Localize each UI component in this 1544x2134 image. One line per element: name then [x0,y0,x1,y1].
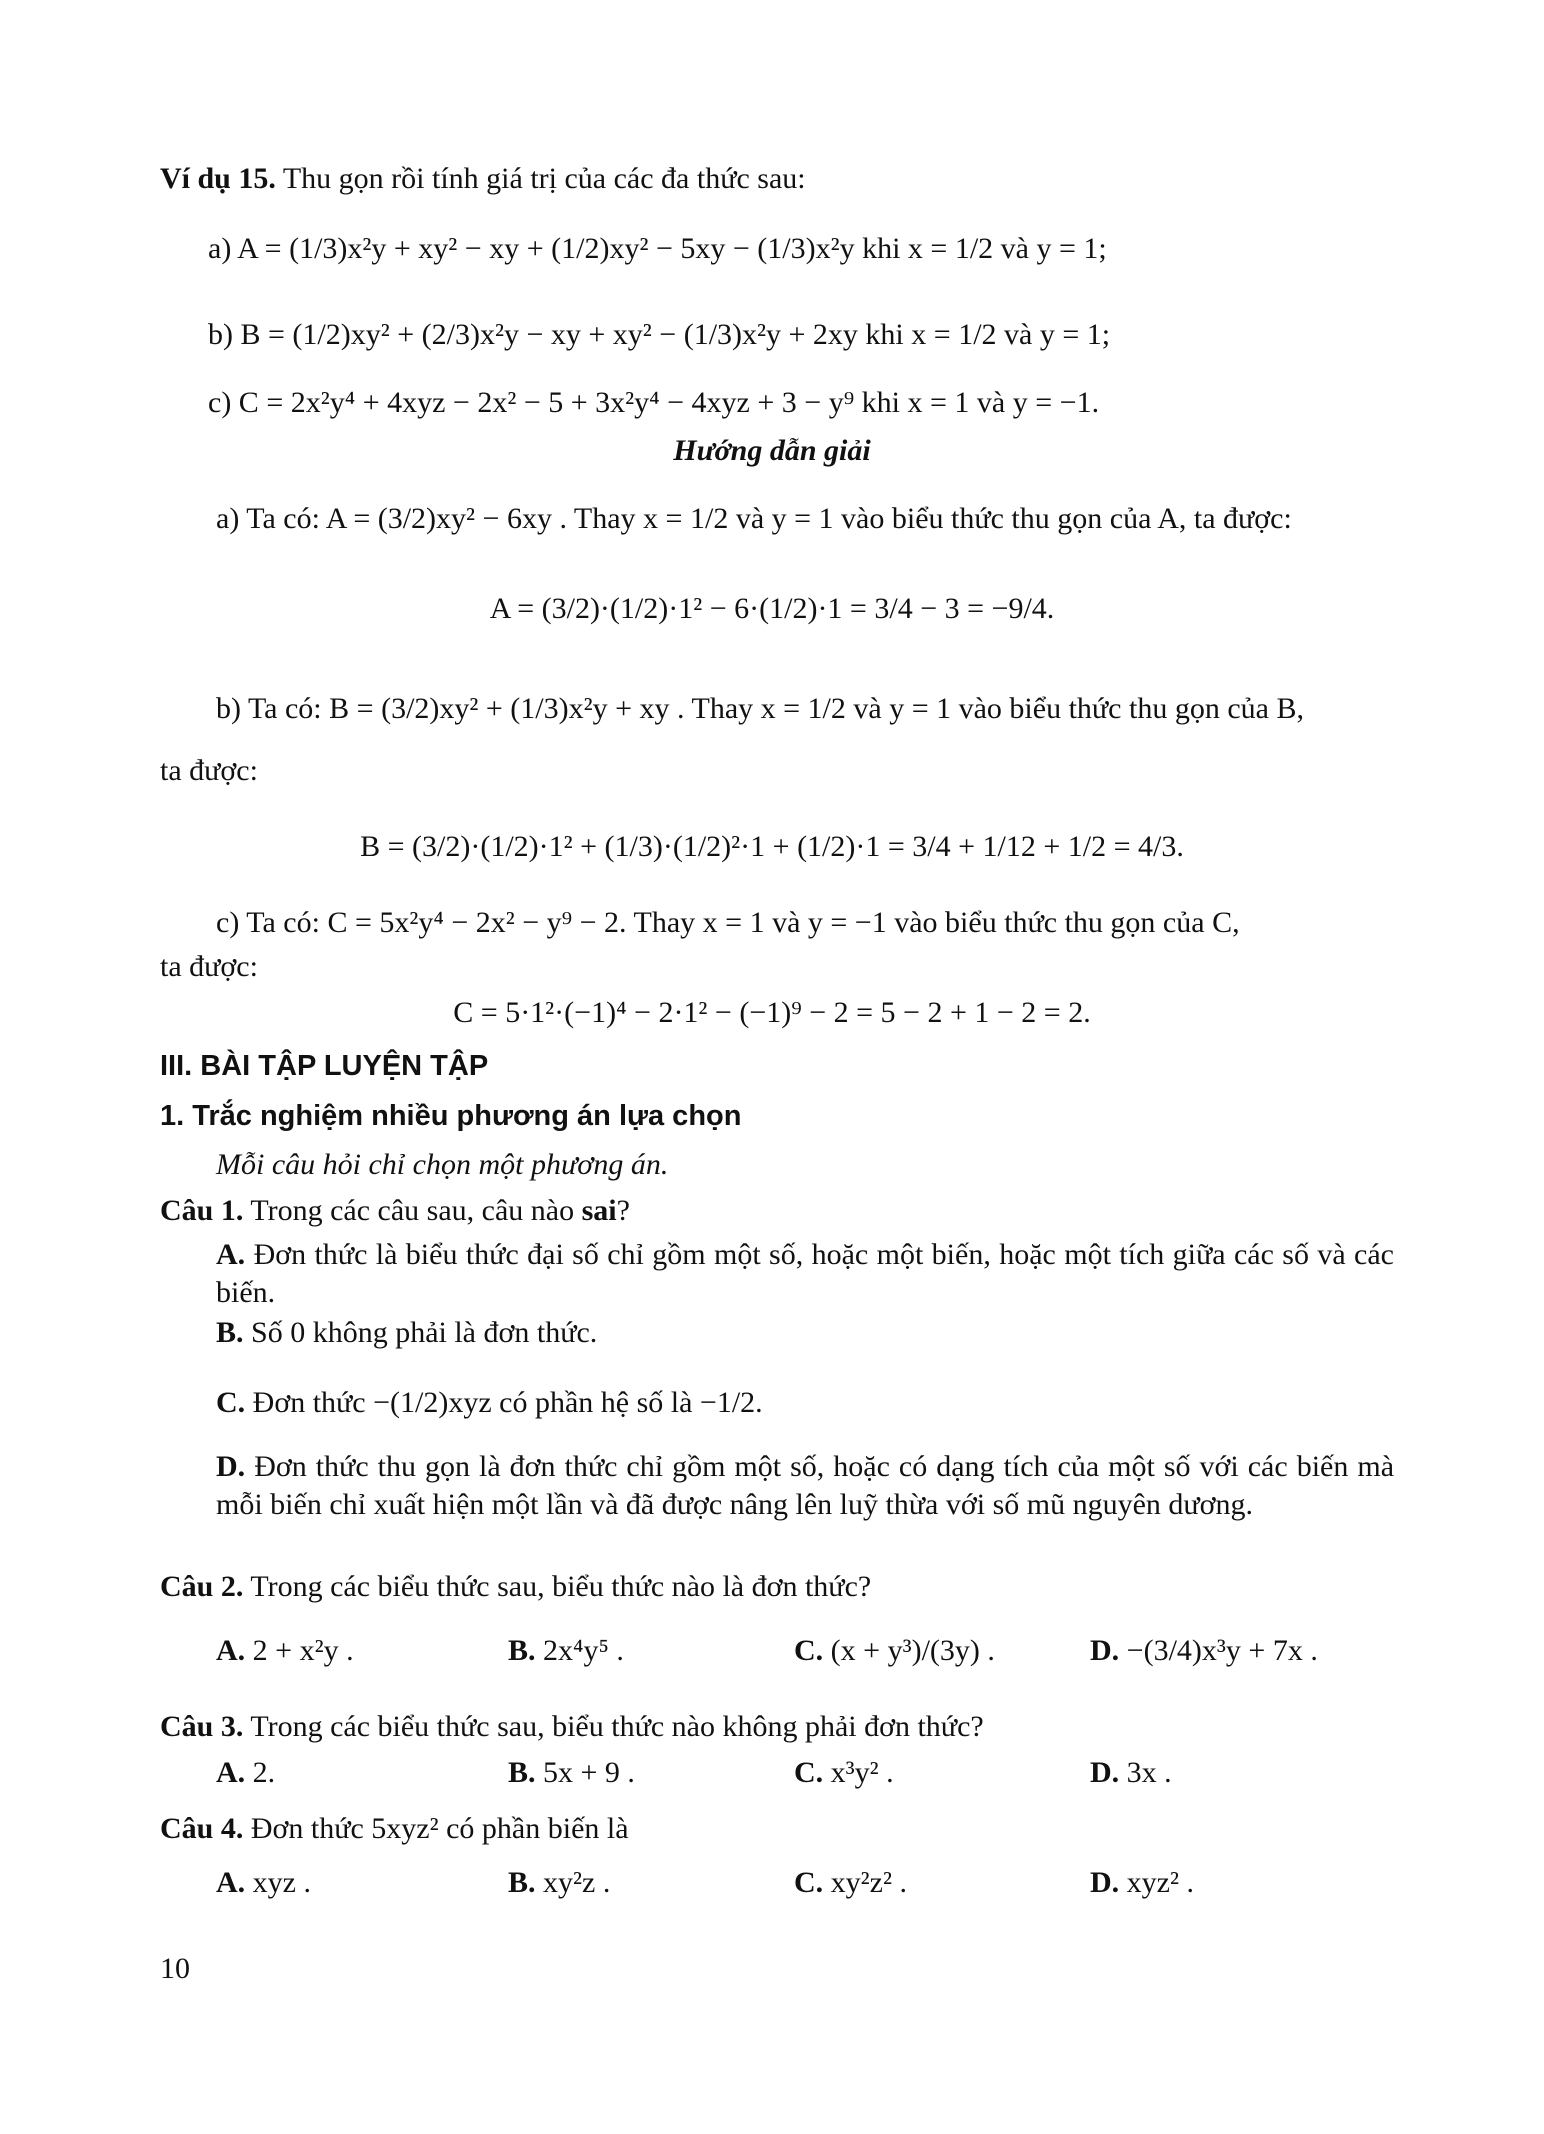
option-key: B. [508,1866,536,1899]
question-1-text-bold: sai [581,1194,617,1227]
option-key: B. [508,1756,536,1789]
question-4-text: Đơn thức 5xyz² có phần biến là [250,1812,629,1845]
page-number: 10 [160,1952,190,1985]
solution-a-intro: a) Ta có: A = (3/2)xy² − 6xy . Thay x = 1/2 và y = 1 vào biểu thức thu gọn của A, ta được: [216,502,1292,535]
solution-heading: Hướng dẫn giải [673,434,871,467]
question-3-option-d [1090,1754,1172,1792]
option-text: xy²z² . [830,1866,907,1899]
option-text: xyz . [252,1866,311,1899]
option-text: xyz² . [1126,1866,1194,1899]
question-4-option-d [1090,1864,1194,1902]
example-prompt: Thu gọn rồi tính giá trị của các đa thức sau: [282,162,806,195]
option-key: A. [216,1238,246,1271]
option-text: 2x⁴y⁵ . [543,1634,624,1667]
example-item-b: b) B = (1/2)xy² + (2/3)x²y − xy + xy² − (1/3)x²y + 2xy khi x = 1/2 và y = 1; [208,318,1111,351]
solution-b-intro: b) Ta có: B = (3/2)xy² + (1/3)x²y + xy . Thay x = 1/2 và y = 1 vào biểu thức thu gọn của B, [216,692,1304,725]
option-key: D. [1090,1756,1120,1789]
question-2-label: Câu 2. [160,1570,244,1603]
option-key: A. [216,1756,246,1789]
solution-b-cont: ta được: [160,754,258,787]
question-4-option-a [216,1864,311,1902]
example-header [160,160,806,198]
option-key: C. [794,1866,824,1899]
question-2-text: Trong các biểu thức sau, biểu thức nào là đơn thức? [250,1570,872,1603]
question-4-option-c [794,1864,907,1902]
option-key: A. [216,1634,246,1667]
option-text: Đơn thức −(1/2)xyz có phần hệ số là −1/2. [252,1386,763,1419]
question-3-option-a [216,1754,275,1792]
section-title: III. BÀI TẬP LUYỆN TẬP [160,1050,489,1082]
question-2-option-b [508,1632,624,1670]
example-item-a: a) A = (1/3)x²y + xy² − xy + (1/2)xy² − 5xy − (1/3)x²y khi x = 1/2 và y = 1; [208,232,1107,265]
option-text: 2 + x²y . [252,1634,354,1667]
question-3-option-c [794,1754,894,1792]
option-key: B. [216,1316,244,1349]
question-1-label: Câu 1. [160,1194,244,1227]
question-1-text-after: ? [616,1194,630,1227]
option-key: B. [508,1634,536,1667]
option-key: C. [216,1386,246,1419]
option-key: D. [216,1450,246,1483]
option-text: (x + y³)/(3y) . [830,1634,995,1667]
option-text: x³y² . [830,1756,894,1789]
question-2 [160,1568,871,1606]
solution-c-calc: C = 5·1²·(−1)⁴ − 2·1² − (−1)⁹ − 2 = 5 − 2 + 1 − 2 = 2. [453,996,1091,1029]
option-text: xy²z . [543,1866,611,1899]
question-2-option-c [794,1632,995,1670]
option-text: Đơn thức là biểu thức đại số chỉ gồm một số, hoặc một biến, hoặc một tích giữa các số và các biến. [216,1238,1394,1309]
example-label: Ví dụ 15. [160,162,276,195]
question-3 [160,1708,984,1746]
question-4-label: Câu 4. [160,1812,244,1845]
section-instruction: Mỗi câu hỏi chỉ chọn một phương án. [216,1148,669,1181]
option-text: 3x . [1126,1756,1172,1789]
solution-c-intro: c) Ta có: C = 5x²y⁴ − 2x² − y⁹ − 2. Thay x = 1 và y = −1 vào biểu thức thu gọn của C, [216,906,1240,939]
option-text: Đơn thức thu gọn là đơn thức chỉ gồm một số, hoặc có dạng tích của một số với các biến mà mỗi biến chỉ xuất hiện một lần và đã được nâng lên luỹ thừa với số mũ nguyên dương. [216,1450,1395,1521]
question-3-option-b [508,1754,635,1792]
option-text: 5x + 9 . [543,1756,635,1789]
question-4 [160,1810,629,1848]
solution-b-calc: B = (3/2)·(1/2)·1² + (1/3)·(1/2)²·1 + (1/2)·1 = 3/4 + 1/12 + 1/2 = 4/3. [360,830,1184,863]
option-key: C. [794,1634,824,1667]
option-text: 2. [252,1756,276,1789]
question-1-text-before: Trong các câu sau, câu nào [250,1194,582,1227]
option-key: D. [1090,1866,1120,1899]
question-1 [160,1192,630,1230]
question-1-option-c [216,1384,763,1422]
question-4-option-b [508,1864,610,1902]
option-key: A. [216,1866,246,1899]
option-text: Số 0 không phải là đơn thức. [251,1316,598,1349]
question-2-option-a [216,1632,354,1670]
option-key: C. [794,1756,824,1789]
section-subtitle: 1. Trắc nghiệm nhiều phương án lựa chọn [160,1100,742,1132]
question-1-option-a [216,1236,1394,1311]
option-text: −(3/4)x³y + 7x . [1126,1634,1318,1667]
option-key: D. [1090,1634,1120,1667]
question-3-text: Trong các biểu thức sau, biểu thức nào không phải đơn thức? [250,1710,984,1743]
solution-c-cont: ta được: [160,950,258,983]
example-item-c: c) C = 2x²y⁴ + 4xyz − 2x² − 5 + 3x²y⁴ − 4xyz + 3 − y⁹ khi x = 1 và y = −1. [208,386,1100,419]
question-2-option-d [1090,1632,1318,1670]
question-3-label: Câu 3. [160,1710,244,1743]
solution-a-calc: A = (3/2)·(1/2)·1² − 6·(1/2)·1 = 3/4 − 3 = −9/4. [489,592,1055,625]
question-1-option-b [216,1314,597,1352]
question-1-option-d [216,1448,1394,1523]
